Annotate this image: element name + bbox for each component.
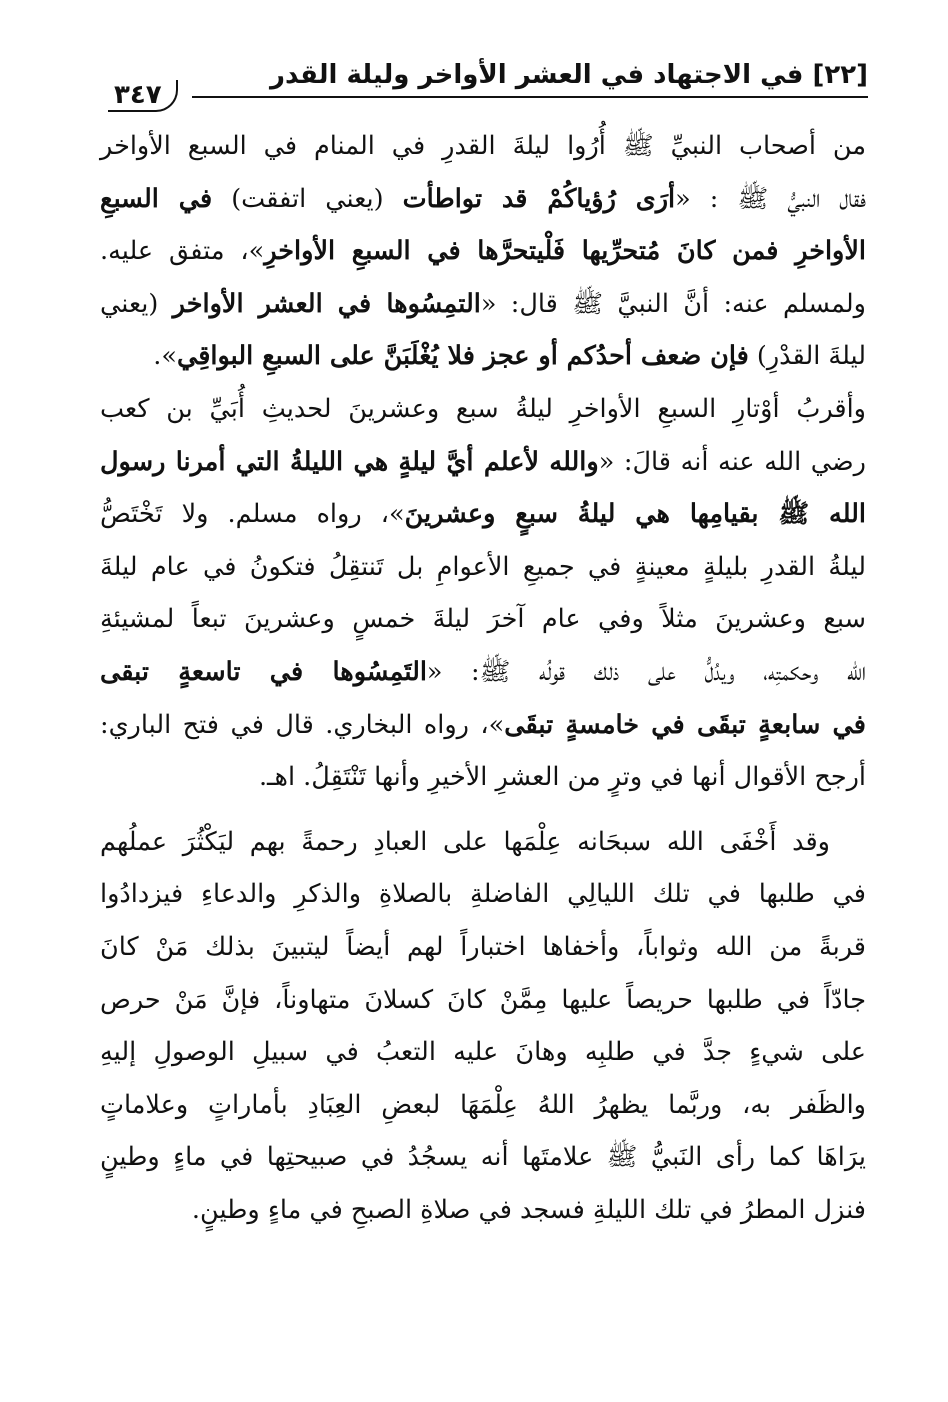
text-line	[100, 330, 866, 383]
text-run: يرَاهَا كما رأى النَبيُّ ﷺ علامتَها أنه يسجُدُ في صبيحتِها في ماءٍ وطينٍ	[100, 1142, 866, 1173]
text-line	[100, 593, 866, 646]
hadith-text: في السبعِ	[100, 183, 213, 214]
text-run: »، رواه البخاري. قال في فتح الباري:	[100, 709, 505, 740]
page-number: ٣٤٧	[108, 80, 178, 112]
text-run: فنزل المطرُ في تلك الليلةِ فسجد في صلاةِ الصبحِ في ماءٍ وطينٍ.	[191, 1194, 866, 1225]
text-line	[100, 383, 866, 436]
text-line	[100, 225, 866, 278]
hadith-text: التَمِسُوها في تاسعةٍ تبقى	[100, 656, 427, 687]
text-line	[100, 488, 866, 541]
text-line	[100, 646, 866, 699]
hadith-text: والله لأعلم أيَّ ليلةٍ هي الليلةُ التي أمرنا رسول	[100, 446, 599, 477]
text-run: والظَفر به، وربَّما يظهرُ اللهُ عِلْمَهَا لبعضِ العِبَادِ بأماراتٍ وعلاماتٍ	[100, 1089, 866, 1120]
text-line	[100, 816, 866, 869]
text-run: »، متفق عليه.	[100, 236, 265, 267]
hadith-text: التمِسُوها في العشر الأواخر	[172, 288, 481, 319]
text-run: (يعني اتفقت)	[212, 183, 403, 214]
text-line	[100, 120, 866, 173]
text-run: قربةً من الله وثواباً، وأخفاها اختباراً لهم أيضاً ليتبينَ بذلك مَنْ كانَ	[100, 931, 866, 962]
text-line	[100, 173, 866, 226]
text-run: وأقربُ أوْتارِ السبعِ الأواخرِ ليلةُ سبع وعشرينَ لحديثِ أُبَيِّ بن كعب	[100, 393, 866, 424]
text-run: ليلةَ القدْرِ)	[748, 341, 866, 372]
text-run: »، رواه مسلم. ولا تَخْتَصُّ	[100, 499, 405, 530]
text-line	[100, 921, 866, 974]
text-run: (يعني	[100, 288, 173, 319]
text-line	[100, 1079, 866, 1132]
text-line	[100, 278, 866, 331]
paragraph-gap	[100, 804, 866, 816]
hadith-text: فإن ضعف أحدُكم أو عجز فلا يُغْلَبَنَّ على السبعِ البواقِي	[176, 341, 749, 372]
text-line	[100, 751, 866, 804]
text-line	[100, 974, 866, 1027]
text-run: الله وحكمتِه، ويدُلُّ على ذلك قولُه ﷺ: «	[426, 656, 866, 687]
text-line	[100, 1131, 866, 1184]
text-run: في طلبها في تلك الليالِي الفاضلةِ بالصلاةِ والذكرِ والدعاءِ فيزدادُوا	[100, 879, 866, 910]
text-run: فقال النبيُّ ﷺ : «	[675, 183, 866, 214]
text-run: رضي الله عنه أنه قالَ: «	[598, 446, 866, 477]
text-run: سبع وعشرينَ مثلاً وفي عام آخرَ ليلةَ خمسٍ وعشرينَ تبعاً لمشيئةِ	[100, 604, 866, 635]
text-line	[100, 699, 866, 752]
text-run: ولمسلم عنه: أنَّ النبيَّ ﷺ قال: «	[480, 288, 866, 319]
hadith-text: الأواخرِ فمن كانَ مُتحرِّيها فَلْيتحرَّها في السبعِ الأواخرِ	[264, 236, 866, 267]
hadith-text: في سابعةٍ تبقَى في خامسةٍ تبقَى	[504, 709, 866, 740]
text-run: ».	[153, 341, 177, 372]
text-run: جادّاً في طلبها حريصاً عليها مِمَّنْ كانَ كسلانَ متهاوناً، فإنَّ مَنْ حرص	[100, 984, 866, 1015]
text-line	[100, 541, 866, 594]
body-text	[100, 120, 866, 1236]
text-run: ليلةُ القدرِ بليلةٍ معينةٍ في جميعِ الأعوامِ بل تَنتقِلُ فتكونُ في عام ليلةَ	[100, 551, 866, 582]
text-run: على شيءٍ جدَّ في طلبِه وهانَ عليه التعبُ في سبيلِ الوصولِ إليهِ	[100, 1037, 866, 1068]
text-run: أرجح الأقوال أنها في وترٍ من العشرِ الأخيرِ وأنها تَنْتَقِلُ. اهـ.	[258, 762, 866, 793]
text-line	[100, 436, 866, 489]
text-line	[100, 1184, 866, 1237]
page-header	[108, 52, 868, 112]
text-line	[100, 868, 866, 921]
text-line	[100, 1026, 866, 1079]
text-run: وقد أَخْفَى الله سبحَانه عِلْمَها على العبادِ رحمةً بهم ليَكْثُرَ عملُهم	[100, 826, 830, 857]
chapter-title: [٢٢] في الاجتهاد في العشر الأواخر وليلة القدر	[270, 60, 868, 90]
header-rule	[192, 96, 868, 98]
hadith-text: أرَى رُؤياكُمْ قد تواطأت	[402, 183, 676, 214]
hadith-text: الله ﷺ بقيامِها هي ليلةُ سبعٍ وعشرينَ	[404, 499, 866, 530]
text-run: من أصحاب النبيِّ ﷺ أُرُوا ليلةَ القدرِ في المنام في السبع الأواخر	[100, 131, 866, 161]
